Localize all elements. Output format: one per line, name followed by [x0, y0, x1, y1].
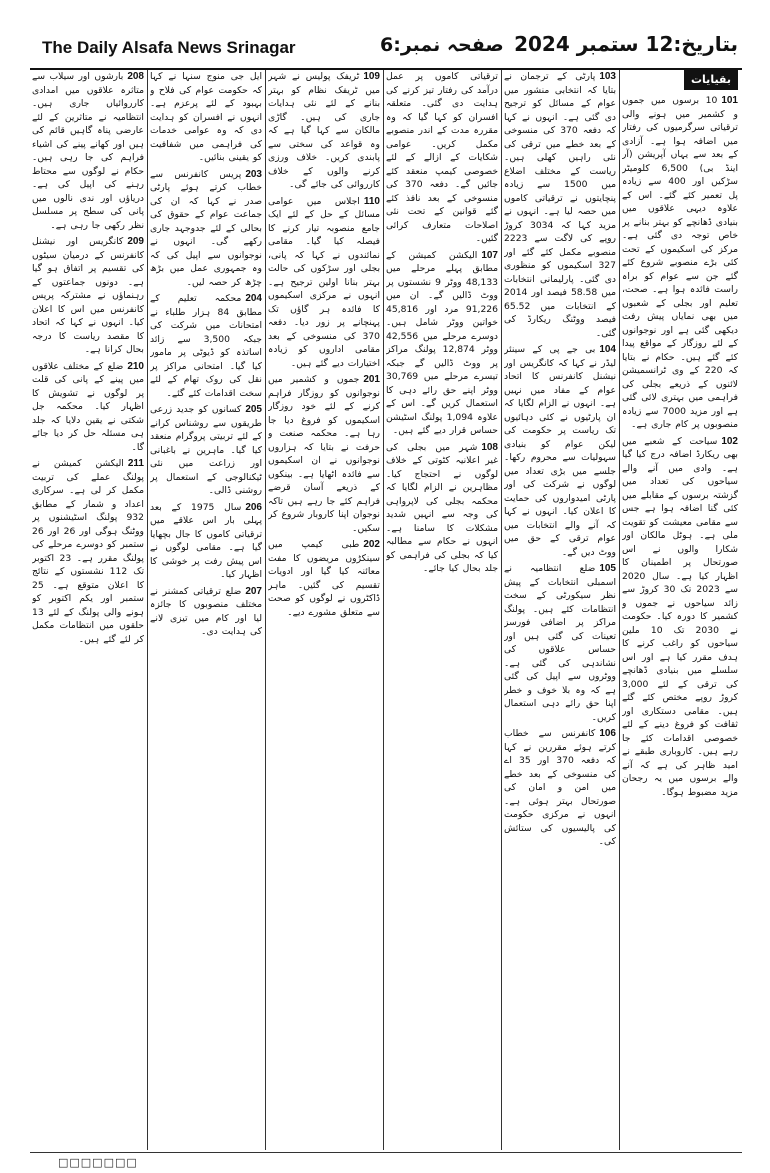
news-column-4	[268, 70, 380, 1150]
item-text: ٹریفک پولیس نے شہر میں ٹریفک نظام کو بہتر بنانے کے لئے نئی ہدایات جاری کی ہیں۔ گاڑی مالکان سے کہا گیا ہے کہ وہ قواعد کی سختی سے پابندی کریں۔ خلاف ورزی کرنے والوں کے خلاف کارروائی کی جائے گی۔	[268, 71, 380, 190]
news-column-5	[150, 70, 262, 1150]
news-item	[32, 70, 144, 232]
publication-name: The Daily Alsafa News Srinagar	[42, 38, 296, 57]
item-text: کانفرنس سے خطاب کرتے ہوئے مقررین نے کہا کہ دفعہ 370 اور 35 اے کی منسوخی کے بعد خطے میں امن و امان کی صورتحال بہتر ہوئی ہے۔ انہوں نے مرکزی حکومت کی پالیسیوں کی ستائش کی۔	[504, 728, 616, 847]
news-item	[268, 373, 380, 535]
news-item	[386, 249, 498, 438]
item-text: محکمہ تعلیم کے مطابق 84 ہزار طلباء نے امتحانات میں شرکت کی جبکہ 3,500 سے زائد اساتذہ کو ڈیوٹی پر مامور کیا گیا۔ امتحانی مراکز پر نقل کی روک تھام کے لئے سخت اقدامات کئے گئے۔	[150, 293, 262, 399]
column-divider	[147, 70, 148, 1150]
item-number: 108	[481, 441, 498, 453]
item-number: 101	[721, 95, 738, 106]
item-number: 110	[363, 195, 380, 207]
item-number: 105	[599, 563, 616, 574]
item-number: 206	[245, 501, 262, 513]
item-text: طبی کیمپ میں سینکڑوں مریضوں کا مفت معائنہ کیا گیا اور ادویات تقسیم کی گئیں۔ ماہر ڈاکٹروں نے لوگوں کو صحت سے متعلق مشورے دیے۔	[268, 539, 380, 618]
column-body	[268, 70, 380, 619]
item-number: 209	[127, 236, 144, 247]
news-item	[268, 70, 380, 192]
item-text: بی جے پی کے سینئر لیڈر نے کہا کہ کانگریس اور نیشنل کانفرنس کا اتحاد عوام کے مفاد میں نہیں ہے۔ انہوں نے الزام لگایا کہ ان پارٹیوں نے کئی دہائیوں تک ریاست پر حکومت کی لیکن عوام کو بنیادی سہولیات سے محروم رکھا۔ جلسے میں بڑی تعداد میں لوگوں نے شرکت کی اور پارٹی امیدواروں کی حمایت کا اعلان کیا۔ انہوں نے کہا کہ آنے والے انتخابات میں عوام ترقی کے حق میں ووٹ دیں گے۔	[504, 344, 616, 558]
footer-mark: □□□□□□□	[58, 1156, 138, 1169]
column-body	[386, 70, 498, 576]
news-item	[150, 501, 262, 582]
news-item	[504, 727, 616, 849]
news-item	[386, 70, 498, 246]
news-item	[150, 292, 262, 400]
item-text: سال 1975 کے بعد پہلی بار اس علاقے میں ترقیاتی کاموں کا جال بچھایا گیا ہے۔ مقامی لوگوں نے اس پیش رفت پر خوشی کا اظہار کیا۔	[150, 501, 262, 580]
column-body	[504, 70, 616, 849]
item-number: 205	[245, 404, 262, 415]
issue-date: بتاریخ:12 ستمبر 2024	[514, 32, 738, 56]
news-item	[504, 343, 616, 559]
column-body	[32, 70, 144, 646]
column-body	[150, 70, 262, 639]
news-item	[386, 441, 498, 576]
news-item	[504, 562, 616, 724]
item-number: 204	[245, 293, 262, 304]
item-text: پارٹی کے ترجمان نے بتایا کہ انتخابی منشور میں عوام کے مسائل کو ترجیح دی گئی ہے۔ انہوں نے کہا کہ دفعہ 370 کی منسوخی کے بعد خطے میں ترقی کی نئی راہیں کھلی ہیں۔ ریاست کے مختلف اضلاع میں 1500 سے زیادہ پنچایتوں نے ترقیاتی کاموں میں حصہ لیا ہے۔ انہوں نے مزید کہا کہ 3034 کروڑ روپے کی لاگت سے 2223 منصوبے مکمل کئے گئے اور 327 اسکیموں کو منظوری دی گئی۔ پارلیمانی انتخابات میں 58.58 فیصد اور 2014 کے انتخابات میں 65.52 فیصد ووٹنگ ریکارڈ کی گئی۔	[504, 71, 616, 339]
item-number: 106	[599, 728, 616, 739]
news-column-2	[504, 70, 616, 1150]
news-item	[622, 435, 738, 800]
item-text: ترقیاتی کاموں پر عمل درآمد کی رفتار تیز کرنے کی ہدایت دی گئی۔ متعلقہ افسران کو کہا گیا کہ وہ مقررہ مدت کے اندر منصوبے مکمل کریں۔ عوامی شکایات کے ازالے کے لئے خصوصی کیمپ منعقد کئے جائیں گے۔ دفعہ 370 کی منسوخی کے بعد نافذ کئے گئے قوانین کے تحت نئی اصلاحات متعارف کرائی گئیں۔	[386, 71, 498, 244]
item-text: اجلاس میں عوامی مسائل کے حل کے لئے ایک جامع منصوبہ تیار کرنے کا فیصلہ کیا گیا۔ مقامی نمائندوں نے کہا کہ پانی، بجلی اور سڑکوں کی حالت بہتر بنانا اولین ترجیح ہے۔ انہوں نے مرکزی اسکیموں کا فائدہ ہر گاؤں تک پہنچانے پر زور دیا۔ دفعہ 370 کی منسوخی کے بعد مقامی اداروں کو زیادہ اختیارات دیے گئے ہیں۔	[268, 195, 380, 369]
item-number: 211	[127, 458, 144, 469]
item-text: ضلع ترقیاتی کمشنر نے مختلف منصوبوں کا جائزہ لیا اور کام میں تیزی لانے کی ہدایت دی۔	[150, 585, 262, 637]
item-number: 107	[481, 249, 498, 261]
news-item	[504, 70, 616, 340]
item-text: 10 برسوں میں جموں و کشمیر میں ہونے والی ترقیاتی سرگرمیوں کی رفتار میں اضافہ ہوا ہے۔ آزادی کے بعد سے یہاں آپریشن (آر اینڈ بی) 6,500 کلومیٹر سڑکیں اور 400 سے زیادہ پل تعمیر کئے گئے۔ اس کے علاوہ دیہی علاقوں میں بنیادی ڈھانچے کو بہتر بنانے پر خاص توجہ دی گئی ہے۔ مرکز کی اسکیموں کے تحت کئی بڑے منصوبے شروع کئے گئے جن سے عوام کو براہ راست فائدہ ہوا ہے۔ صحت، تعلیم اور بجلی کے شعبوں میں بھی نمایاں پیش رفت دیکھی گئی ہے اور نوجوانوں کے لئے روزگار کے مواقع پیدا کئے گئے ہیں۔ حکام نے بتایا کہ 220 کے وی ٹرانسمیشن لائنوں کے ذریعے بجلی کی فراہمی میں بہتری لائی گئی ہے اور مزید 7000 سے زیادہ منصوبوں پر کام جاری ہے۔	[622, 95, 738, 430]
item-text: ضلع انتظامیہ نے اسمبلی انتخابات کے پیش نظر سیکورٹی کے سخت انتظامات کئے ہیں۔ پولنگ مراکز پر اضافی فورسز تعینات کی گئی ہیں اور حساس علاقوں کی نشاندہی کی گئی ہے۔ ووٹروں سے اپیل کی گئی ہے کہ وہ بلا خوف و خطر اپنا حق رائے دہی استعمال کریں۔	[504, 563, 616, 723]
item-number: 102	[721, 435, 738, 447]
news-item	[150, 585, 262, 639]
news-column-3	[386, 70, 498, 1150]
item-number: 104	[599, 344, 616, 355]
item-number: 203	[245, 168, 262, 180]
footer-rule	[30, 1152, 742, 1153]
news-column-6	[32, 70, 144, 1150]
item-number: 103	[599, 71, 616, 82]
item-text: کسانوں کو جدید زرعی طریقوں سے روشناس کرانے کے لئے تربیتی پروگرام منعقد کیا گیا۔ ماہرین نے باغبانی اور زراعت میں نئی ٹیکنالوجی کے استعمال پر روشنی ڈالی۔	[150, 404, 262, 496]
column-divider	[501, 70, 502, 1150]
column-divider	[265, 70, 266, 1150]
item-text: ایل جی منوج سنہا نے کہا کہ حکومت عوام کی فلاح و بہبود کے لئے پرعزم ہے۔ انہوں نے افسران کو ہدایت دی کہ وہ عوامی خدمات کی فراہمی میں شفافیت کو یقینی بنائیں۔	[150, 71, 262, 163]
page-number: صفحہ نمبر:6	[380, 34, 504, 56]
item-number: 109	[363, 71, 380, 82]
item-text: سیاحت کے شعبے میں بھی ریکارڈ اضافہ درج کیا گیا ہے۔ وادی میں آنے والے سیاحوں کی تعداد میں گزشتہ برسوں کے مقابلے میں کئی گنا اضافہ ہوا ہے جس سے مقامی معیشت کو تقویت ملی ہے۔ ہوٹل مالکان اور شکارا والوں نے اس صورتحال پر اطمینان کا اظہار کیا ہے۔ سال 2020 سے 2023 تک 30 کروڑ سے زائد سیاحوں نے جموں و کشمیر کا دورہ کیا۔ حکومت نے 2030 تک 10 ملین سیاحوں کو راغب کرنے کا ہدف مقرر کیا ہے اور اس سلسلے میں بنیادی ڈھانچے کی ترقی کے لئے 3,000 کروڑ روپے مختص کئے گئے ہیں۔ مقامی دستکاری اور ثقافت کو فروغ دینے کے لئے خصوصی اقدامات کئے جا رہے ہیں۔ کاروباری طبقے نے امید ظاہر کی ہے کہ آنے والے برسوں میں یہ رجحان مزید مضبوط ہوگا۔	[622, 435, 738, 798]
item-text: پریس کانفرنس سے خطاب کرتے ہوئے پارٹی صدر نے کہا کہ ان کی جماعت عوام کے حقوق کی بحالی کے لئے جدوجہد جاری رکھے گی۔ انہوں نے نوجوانوں سے اپیل کی کہ وہ جمہوری عمل میں بڑھ چڑھ کر حصہ لیں۔	[150, 168, 262, 288]
news-item	[32, 360, 144, 455]
news-item	[150, 403, 262, 498]
news-item	[268, 538, 380, 619]
item-text: ضلع کے مختلف علاقوں میں پینے کے پانی کی قلت پر لوگوں نے تشویش کا اظہار کیا۔ محکمہ جل شکتی نے یقین دلایا کہ جلد ہی مسئلہ حل کر دیا جائے گا۔	[32, 360, 144, 453]
item-text: الیکشن کمیشن کے مطابق پہلے مرحلے میں 48,133 ووٹر 9 نشستوں پر ووٹ ڈالیں گے۔ ان میں 91,226 مرد اور 45,816 خواتین ووٹر شامل ہیں۔ دوسرے مرحلے میں 42,556 ووٹر 12,874 پولنگ مراکز پر ووٹ ڈالیں گے جبکہ تیسرے مرحلے میں 30,769 ووٹر اپنے حق رائے دہی کا استعمال کریں گے۔ اس کے علاوہ 1,094 پولنگ اسٹیشن حساس قرار دیے گئے ہیں۔	[386, 249, 498, 436]
item-text: الیکشن کمیشن نے پولنگ عملے کی تربیت مکمل کر لی ہے۔ سرکاری اعداد و شمار کے مطابق 932 پولنگ اسٹیشنوں پر ووٹنگ ہوگی اور 26 اور 26 ستمبر کو دوسرے مرحلے کی پولنگ مقرر ہے۔ 23 اکتوبر تک 112 نشستوں کے نتائج کا اعلان متوقع ہے۔ 25 ستمبر اور یکم اکتوبر کو ہونے والی پولنگ کے لئے 13 حلقوں میں انتظامات مکمل کر لئے گئے ہیں۔	[32, 458, 144, 645]
item-number: 207	[245, 585, 262, 597]
columns-frame	[30, 70, 742, 1150]
news-item	[32, 235, 144, 357]
item-number: 201	[363, 374, 380, 385]
news-item	[32, 457, 144, 646]
item-text: شہر میں بجلی کی غیر اعلانیہ کٹوتی کے خلاف لوگوں نے احتجاج کیا۔ مظاہرین نے الزام لگایا کہ محکمہ بجلی کی لاپرواہی کی وجہ سے انہیں شدید مشکلات کا سامنا ہے۔ انہوں نے حکام سے مطالبہ کیا کہ بجلی کی فراہمی کو جلد بحال کیا جائے۔	[386, 441, 498, 574]
item-number: 210	[127, 360, 144, 372]
column-divider	[619, 70, 620, 1150]
item-text: کانگریس اور نیشنل کانفرنس کے درمیان سیٹوں کی تقسیم پر اتفاق ہو گیا ہے۔ دونوں جماعتوں کے رہنماؤں نے مشترکہ پریس کانفرنس میں اس کا اعلان کیا۔ انہوں نے کہا کہ اتحاد کا مقصد ریاست کا درجہ بحال کرانا ہے۔	[32, 236, 144, 355]
item-number: 202	[363, 539, 380, 550]
item-number: 208	[127, 71, 144, 82]
item-text: بارشوں اور سیلاب سے متاثرہ علاقوں میں امدادی کارروائیاں جاری ہیں۔ انتظامیہ نے متاثرین کے لئے عارضی پناہ گاہیں قائم کی ہیں اور کھانے پینے کی اشیاء فراہم کی جا رہی ہیں۔ حکام نے لوگوں سے محتاط رہنے کی اپیل کی ہے۔ دریاؤں اور ندی نالوں میں پانی کی سطح پر مسلسل نظر رکھی جا رہی ہے۔	[32, 71, 144, 231]
item-text: جموں و کشمیر میں نوجوانوں کو روزگار فراہم کرنے کے لئے خود روزگار اسکیموں کو فروغ دیا جا رہا ہے۔ محکمہ صنعت و حرفت نے بتایا کہ ہزاروں نوجوانوں نے ان اسکیموں سے فائدہ اٹھایا ہے۔ بینکوں کے ذریعے آسان قرضے فراہم کئے جا رہے ہیں تاکہ نوجوان اپنا کاروبار شروع کر سکیں۔	[268, 374, 380, 534]
section-banner: بقیایات	[684, 70, 738, 90]
news-item	[150, 168, 262, 290]
masthead	[30, 28, 742, 70]
news-column-1	[622, 70, 738, 1150]
news-item	[150, 70, 262, 165]
news-item	[622, 94, 738, 432]
column-body	[622, 94, 738, 799]
column-divider	[383, 70, 384, 1150]
news-item	[268, 195, 380, 371]
